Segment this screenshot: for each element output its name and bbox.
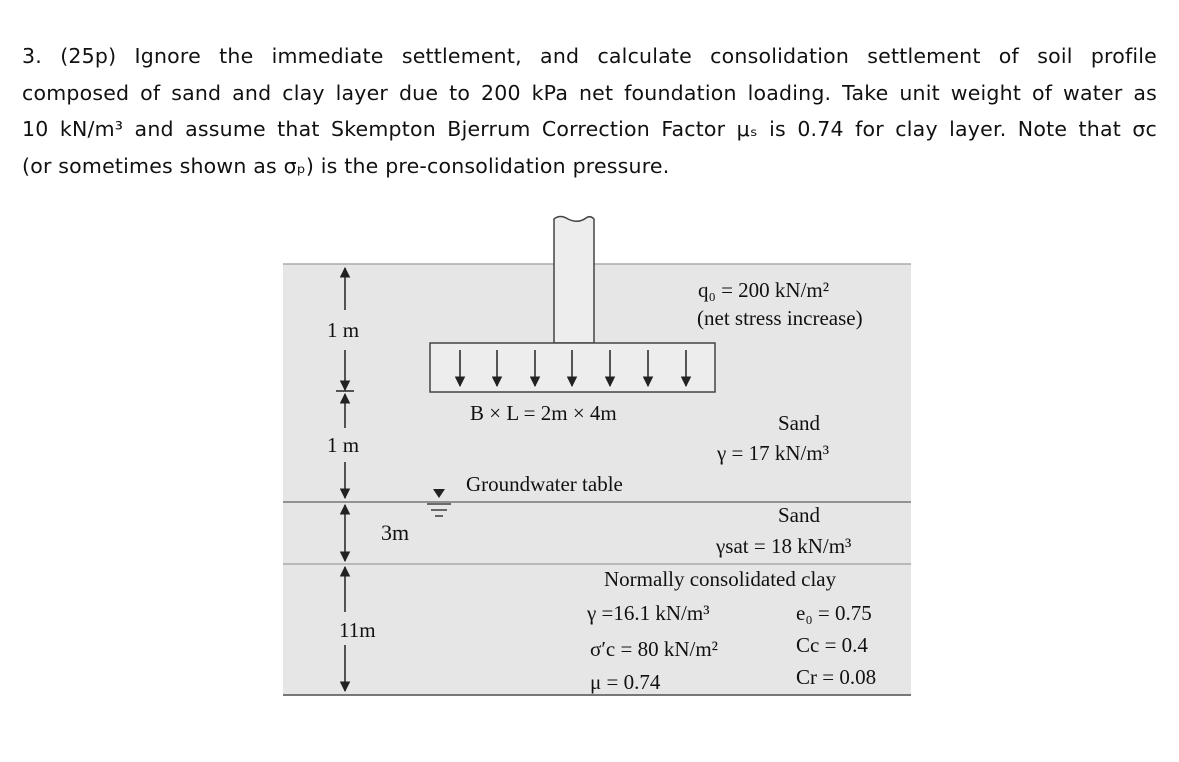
dimension-3m: 3m: [381, 520, 410, 545]
dimension-1m-top: 1 m: [327, 318, 360, 342]
load-label: q₀ = 200 kN/m²: [698, 278, 830, 302]
groundwater-label: Groundwater table: [466, 472, 623, 496]
dimension-1m-mid: 1 m: [327, 433, 360, 457]
clay-recompression-index: Cr = 0.08: [796, 665, 877, 689]
clay-compression-index: Cc = 0.4: [796, 633, 868, 657]
clay-void-ratio: e₀ = 0.75: [796, 601, 872, 625]
clay-preconsolidation-pressure: σ′c = 80 kN/m²: [590, 637, 718, 661]
problem-line-1: 3. (25p) Ignore the immediate settlement, and calculate consolidation settlement of soil profile: [22, 44, 1157, 68]
problem-line-2: composed of sand and clay layer due to 200 kPa net foundation loading. Take unit weight of water as: [22, 80, 1157, 105]
load-note: (net stress increase): [697, 306, 863, 330]
sand-saturated-name: Sand: [778, 503, 820, 527]
sand-upper-name: Sand: [778, 411, 820, 435]
sand-saturated-unit-weight: γsat = 18 kN/m³: [716, 534, 852, 558]
problem-line-3: 10 kN/m³ and assume that Skempton Bjerrum Correction Factor μₛ is 0.74 for clay layer. Note that σᴄ: [22, 117, 1157, 141]
clay-name: Normally consolidated clay: [604, 567, 837, 591]
problem-line-4: (or sometimes shown as σₚ) is the pre-consolidation pressure.: [22, 153, 670, 178]
clay-unit-weight: γ =16.1 kN/m³: [587, 601, 710, 625]
clay-correction-factor: μ = 0.74: [590, 670, 661, 694]
dimension-11m: 11m: [339, 618, 376, 642]
sand-upper-unit-weight: γ = 17 kN/m³: [717, 441, 830, 465]
column: [554, 217, 594, 344]
footing-size-label: B × L = 2m × 4m: [470, 401, 617, 425]
